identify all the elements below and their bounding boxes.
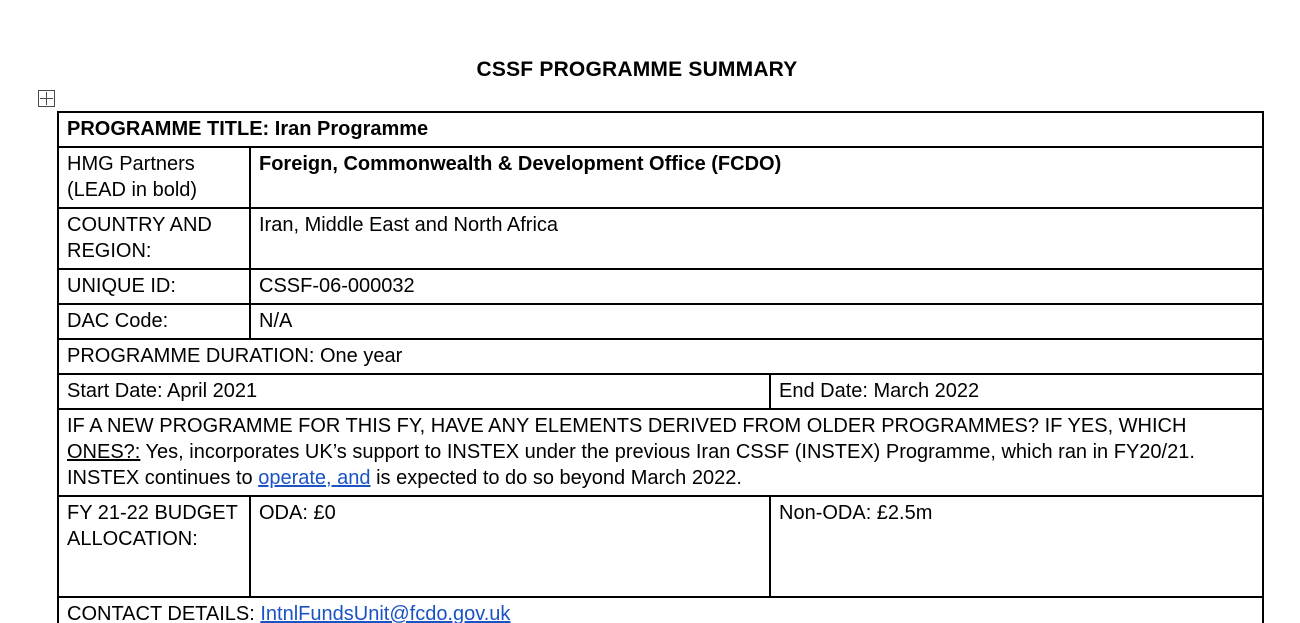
cell-duration — [58, 339, 1263, 374]
derived-answer-text: Yes, incorporates UK’s support to INSTEX under the previous Iran CSSF (INSTEX) Programme, which ran in FY20/21. INSTEX continues to — [67, 441, 1195, 489]
page-title: CSSF PROGRAMME SUMMARY — [476, 58, 798, 81]
move-handle-horizontal-line — [40, 98, 53, 99]
table-row-hmg-partners — [58, 147, 1263, 208]
cell-derived-programmes — [58, 409, 1263, 496]
hmg-partners-value: Foreign, Commonwealth & Development Office (FCDO) — [250, 147, 1263, 208]
budget-label: FY 21-22 BUDGET ALLOCATION: — [58, 496, 250, 597]
unique-id-value: CSSF-06-000032 — [250, 269, 1263, 304]
table-row-dates — [58, 374, 1263, 409]
table-row-budget — [58, 496, 1263, 597]
table-row-derived-programmes — [58, 409, 1263, 496]
hmg-partners-label: HMG Partners (LEAD in bold) — [58, 147, 250, 208]
cell-programme-title — [58, 112, 1263, 147]
table-row-programme-title — [58, 112, 1263, 147]
table-row-duration — [58, 339, 1263, 374]
contact-details-value[interactable]: IntnlFundsUnit@fcdo.gov.uk — [260, 603, 511, 623]
table-row-dac-code — [58, 304, 1263, 339]
programme-title-label: PROGRAMME TITLE: — [67, 118, 270, 140]
budget-non-oda-value: Non-ODA: £2.5m — [770, 496, 1263, 597]
country-region-label: COUNTRY AND REGION: — [58, 208, 250, 269]
programme-title-value: Iran Programme — [274, 118, 429, 140]
table-row-unique-id — [58, 269, 1263, 304]
duration-value: One year — [319, 345, 403, 367]
contact-details-label: CONTACT DETAILS: — [67, 603, 255, 623]
unique-id-label: UNIQUE ID: — [58, 269, 250, 304]
derived-question-underlined: ONES?: — [67, 441, 141, 463]
table-move-handle-icon[interactable] — [38, 90, 55, 107]
cell-contact-details — [58, 597, 1263, 623]
dac-code-label: DAC Code: — [58, 304, 250, 339]
derived-answer-text-continued: is expected to do so beyond March 2022. — [370, 467, 742, 489]
end-date: End Date: March 2022 — [770, 374, 1263, 409]
derived-question-text: IF A NEW PROGRAMME FOR THIS FY, HAVE ANY ELEMENTS DERIVED FROM OLDER PROGRAMMES? IF YES, WHICH — [67, 415, 1187, 437]
duration-label: PROGRAMME DURATION: — [67, 345, 315, 367]
budget-oda-value: ODA: £0 — [250, 496, 770, 597]
dac-code-value: N/A — [250, 304, 1263, 339]
table-row-country-region — [58, 208, 1263, 269]
country-region-value: Iran, Middle East and North Africa — [250, 208, 1263, 269]
programme-summary-table — [57, 111, 1264, 623]
table-row-contact-details — [58, 597, 1263, 623]
derived-answer-link[interactable]: operate, and — [258, 467, 371, 489]
start-date: Start Date: April 2021 — [58, 374, 770, 409]
